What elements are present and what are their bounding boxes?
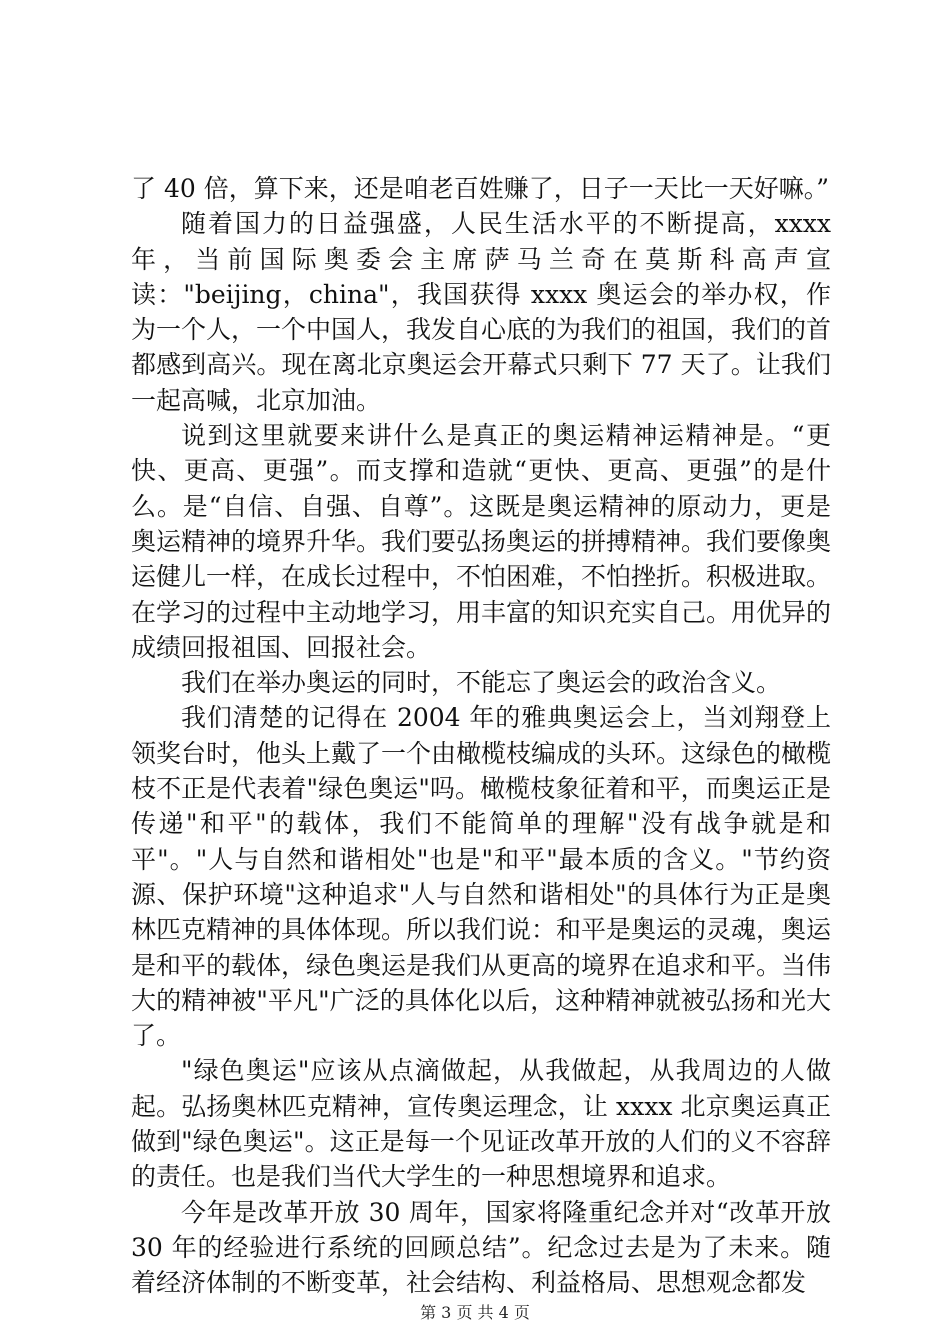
page-number-label: 第 3 页 共 4 页: [420, 1303, 530, 1322]
paragraph-4: 我们在举办奥运的同时，不能忘了奥运会的政治含义。: [181, 668, 782, 698]
paragraph-3: 说到这里就要来讲什么是真正的奥运精神运精神是。“更快、更高、更强”。而支撑和造就“更快、更高、更强”的是什么。是“自信、自强、自尊”。这既是奥运精神的原动力，更是奥运精神的境界升华。我们要弘扬奥运的拼搏精神。我们要像奥运健儿一样，在成长过程中，不怕困难，不怕挫折。积极进取。在学习的过程中主动地学习，用丰富的知识充实自己。用优异的成绩回报祖国、回报社会。: [131, 421, 832, 662]
paragraph-7: 今年是改革开放 30 周年，国家将隆重纪念并对“改革开放 30 年的经验进行系统的回顾总结”。纪念过去是为了未来。随着经济体制的不断变革，社会结构、利益格局、思想观念都发: [131, 1197, 831, 1298]
paragraph-2: 随着国力的日益强盛，人民生活水平的不断提高，xxxx 年，当前国际奥委会主席萨马兰奇在莫斯科高声宣读："beijing，china"，我国获得 xxxx 奥运会的举办权，作为一个人，一个中国人，我发自心底的为我们的祖国，我们的首都感到高兴。现在离北京奥运会开幕式只剩下 77 天了。让我们一起高喊，北京加油。: [131, 209, 832, 415]
page-footer: [0, 1300, 950, 1323]
paragraph-1: 了 40 倍，算下来，还是咱老百姓赚了，日子一天比一天好嘛。”: [131, 174, 829, 203]
document-body: [131, 171, 831, 1301]
paragraph-5: 我们清楚的记得在 2004 年的雅典奥运会上，当刘翔登上领奖台时，他头上戴了一个由橄榄枝编成的头环。这绿色的橄榄枝不正是代表着"绿色奥运"吗。橄榄枝象征着和平，而奥运正是传递"和平"的载体，我们不能简单的理解"没有战争就是和平"。"人与自然和谐相处"也是"和平"最本质的含义。"节约资源、保护环境"这种追求"人与自然和谐相处"的具体行为正是奥林匹克精神的具体体现。所以我们说：和平是奥运的灵魂，奥运是和平的载体，绿色奥运是我们从更高的境界在追求和平。当伟大的精神被"平凡"广泛的具体化以后，这种精神就被弘扬和光大了。: [131, 703, 832, 1051]
paragraph-6: "绿色奥运"应该从点滴做起，从我做起，从我周边的人做起。弘扬奥林匹克精神，宣传奥运理念，让 xxxx 北京奥运真正做到"绿色奥运"。这正是每一个见证改革开放的人们的义不容辞的责任。也是我们当代大学生的一种思想境界和追求。: [131, 1056, 831, 1192]
